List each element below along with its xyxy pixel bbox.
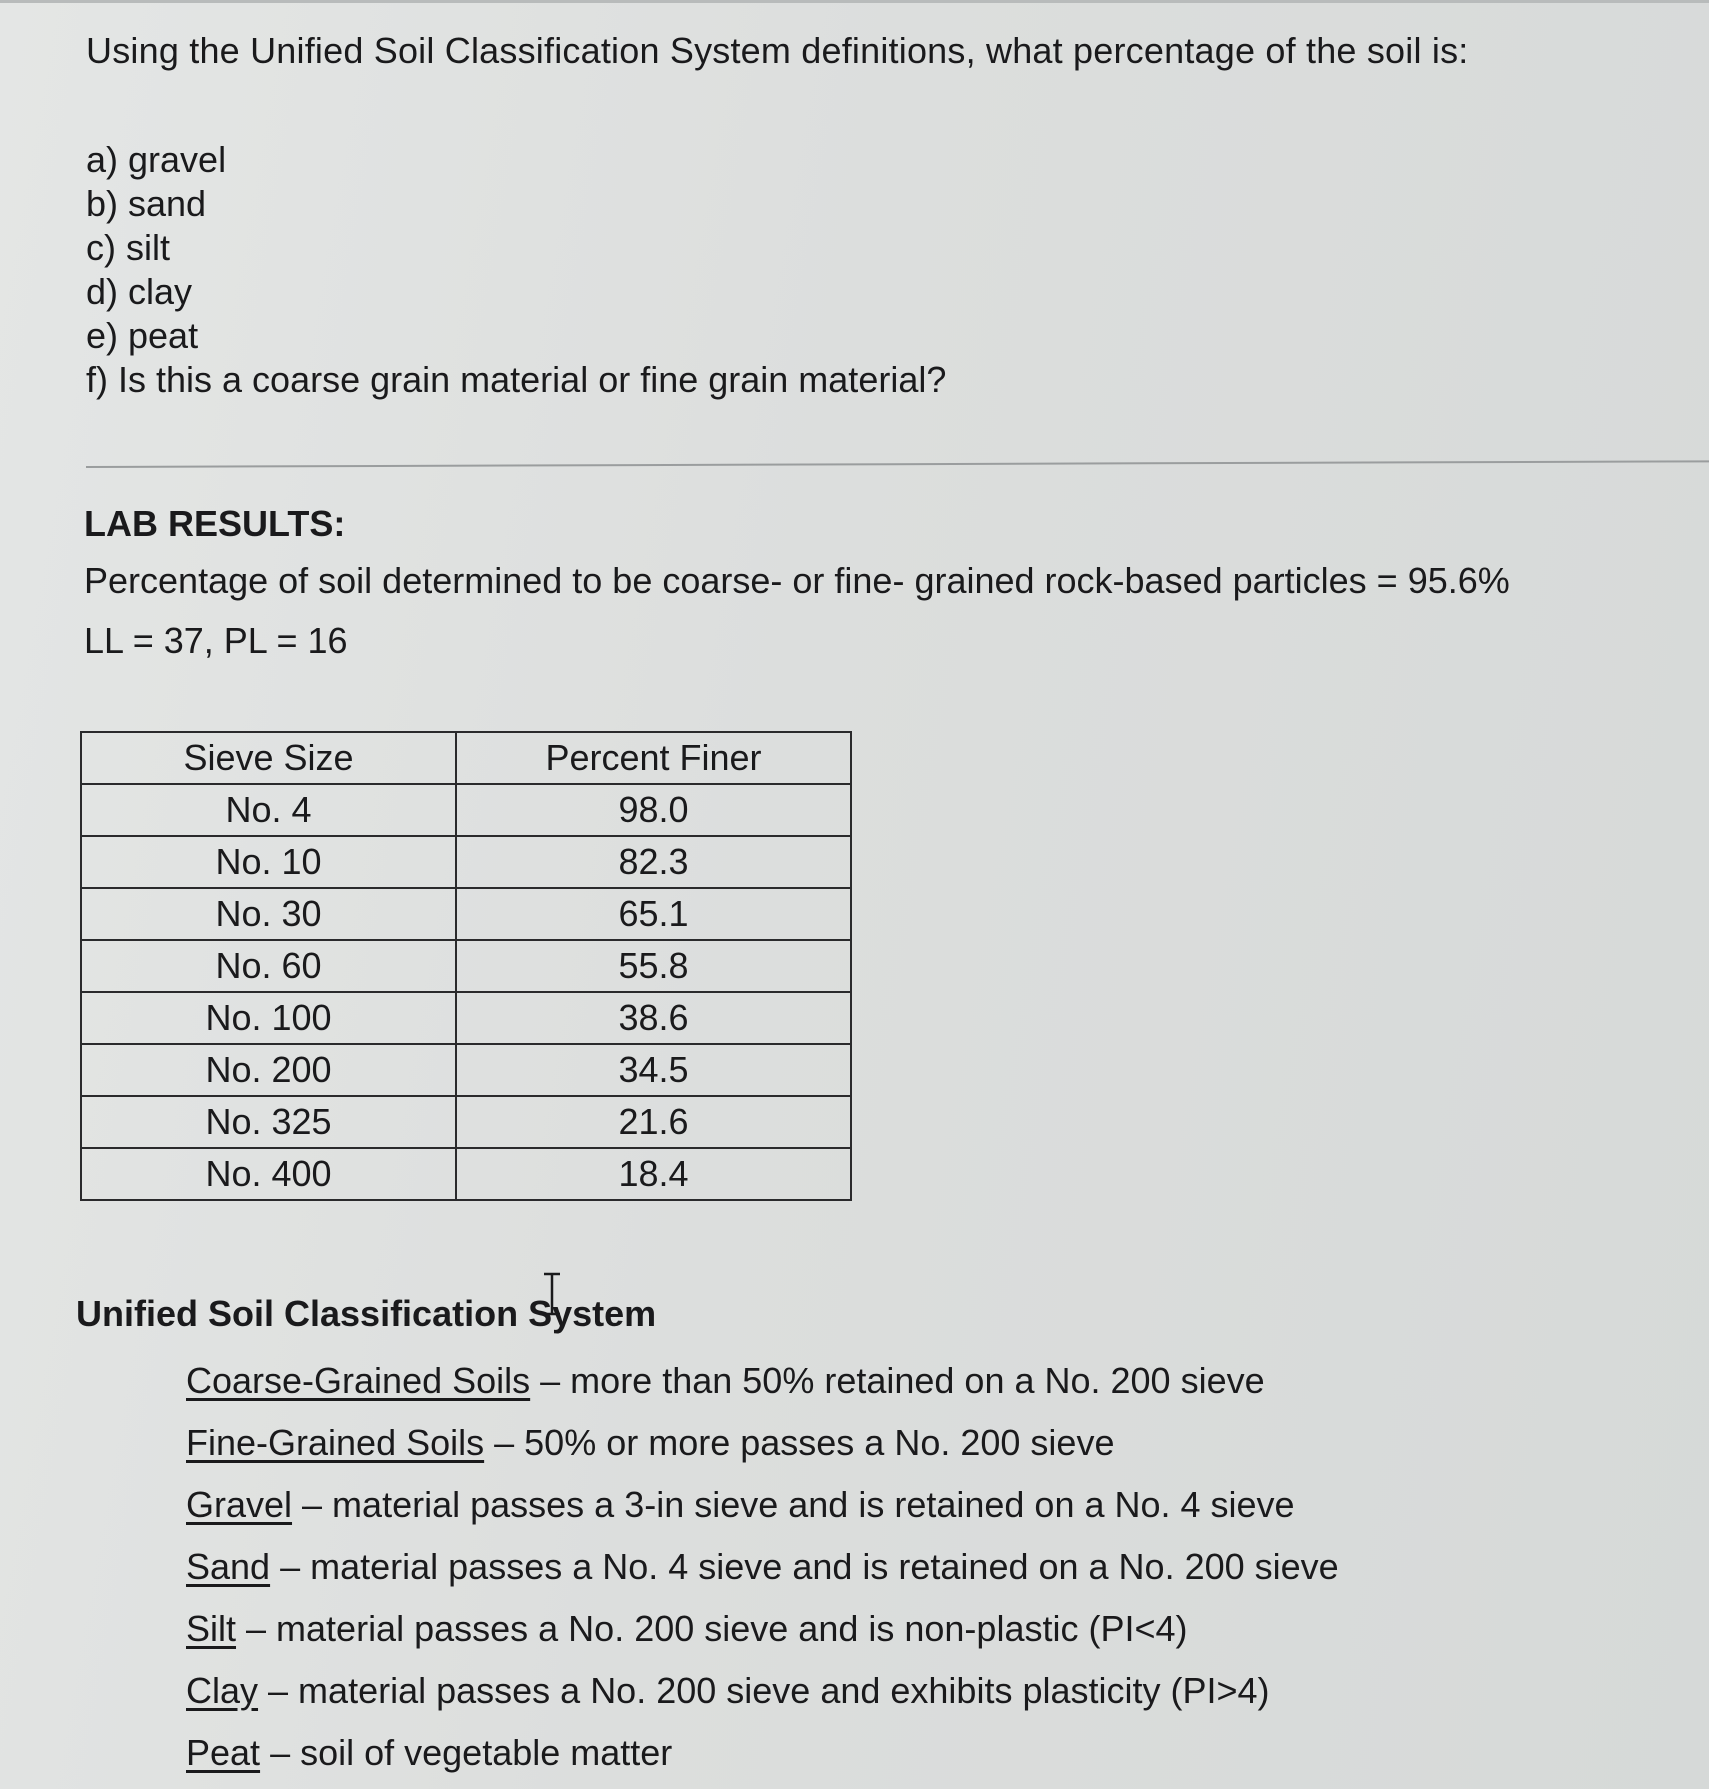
percent-finer-cell: 55.8 (456, 940, 851, 992)
definition-sand (186, 1536, 1339, 1598)
percent-finer-cell: 65.1 (456, 888, 851, 940)
percent-finer-cell: 34.5 (456, 1044, 851, 1096)
table-row (81, 836, 851, 888)
lab-results-title: LAB RESULTS: (84, 503, 346, 544)
definition-text: – more than 50% retained on a No. 200 sieve (530, 1360, 1265, 1401)
lab-results-particles: Percentage of soil determined to be coarse- or fine- grained rock-based particles = 95.6% (84, 560, 1510, 601)
definition-coarse-grained (186, 1350, 1339, 1412)
part-a: a) gravel (86, 139, 227, 180)
definition-term: Gravel (186, 1484, 293, 1525)
sieve-size-cell: No. 325 (81, 1096, 456, 1148)
definition-clay (186, 1660, 1339, 1722)
question-text: Using the Unified Soil Classification System definitions, what percentage of the soil is: (86, 30, 1469, 71)
sieve-table (80, 731, 852, 1201)
definition-text: – material passes a No. 200 sieve and is non-plastic (PI<4) (236, 1608, 1188, 1649)
percent-finer-cell: 82.3 (456, 836, 851, 888)
lab-results-limits: LL = 37, PL = 16 (84, 620, 348, 661)
question-parts-list (86, 138, 946, 402)
table-row (81, 1096, 851, 1148)
header-percent-finer: Percent Finer (456, 732, 851, 784)
definition-fine-grained (186, 1412, 1339, 1474)
definition-silt (186, 1598, 1339, 1660)
sieve-size-cell: No. 200 (81, 1044, 456, 1096)
sieve-size-cell: No. 10 (81, 836, 456, 888)
percent-finer-cell: 21.6 (456, 1096, 851, 1148)
definition-term: Clay (186, 1670, 259, 1711)
uscs-definitions (186, 1350, 1339, 1784)
table-row (81, 1148, 851, 1200)
table-header-row (81, 732, 851, 784)
table-row (81, 992, 851, 1044)
sieve-size-cell: No. 30 (81, 888, 456, 940)
percent-finer-cell: 98.0 (456, 784, 851, 836)
header-sieve-size: Sieve Size (81, 732, 456, 784)
definition-text: – soil of vegetable matter (260, 1732, 673, 1773)
uscs-title: Unified Soil Classification System (76, 1293, 657, 1334)
definition-term: Fine-Grained Soils (186, 1422, 485, 1463)
definition-term: Sand (186, 1546, 271, 1587)
definition-text: – 50% or more passes a No. 200 sieve (484, 1422, 1115, 1463)
part-b: b) sand (86, 183, 207, 224)
part-e: e) peat (86, 315, 199, 356)
table-row (81, 784, 851, 836)
table-row (81, 888, 851, 940)
percent-finer-cell: 38.6 (456, 992, 851, 1044)
definition-text: – material passes a 3-in sieve and is retained on a No. 4 sieve (292, 1484, 1295, 1525)
percent-finer-cell: 18.4 (456, 1148, 851, 1200)
part-c: c) silt (86, 227, 170, 268)
definition-text: – material passes a No. 200 sieve and exhibits plasticity (PI>4) (258, 1670, 1270, 1711)
table-row (81, 940, 851, 992)
part-f: f) Is this a coarse grain material or fine grain material? (86, 359, 947, 400)
definition-term: Coarse-Grained Soils (186, 1360, 531, 1401)
sieve-size-cell: No. 100 (81, 992, 456, 1044)
top-divider (0, 0, 1709, 3)
definition-term: Silt (186, 1608, 237, 1649)
sieve-size-cell: No. 400 (81, 1148, 456, 1200)
definition-term: Peat (186, 1732, 261, 1773)
sieve-size-cell: No. 4 (81, 784, 456, 836)
sieve-size-cell: No. 60 (81, 940, 456, 992)
section-divider (86, 460, 1709, 468)
definition-text: – material passes a No. 4 sieve and is retained on a No. 200 sieve (270, 1546, 1339, 1587)
definition-gravel (186, 1474, 1339, 1536)
table-row (81, 1044, 851, 1096)
definition-peat (186, 1722, 1339, 1784)
text-cursor-icon (541, 1272, 563, 1316)
part-d: d) clay (86, 271, 193, 312)
